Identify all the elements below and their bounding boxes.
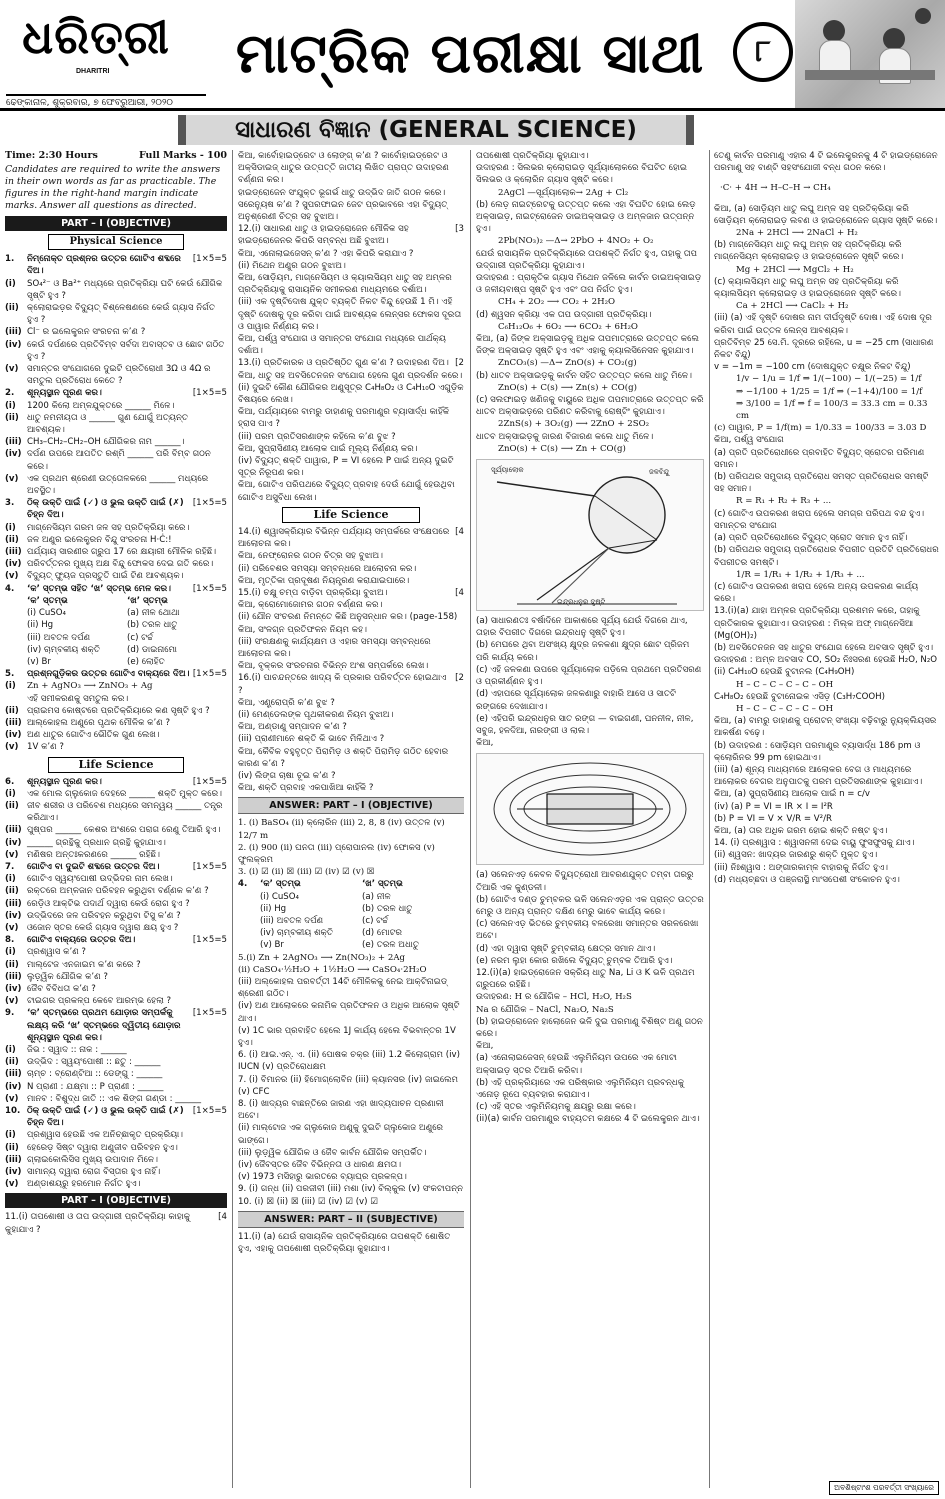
text-line: (c) ଏହି ସ୍ତର ଏଲୁମିନିୟମକୁ କ୍ଷୟରୁ ରକ୍ଷା କରେ। bbox=[476, 1102, 636, 1113]
resistance-equation: R = R₁ + R₂ + R₃ + ... bbox=[736, 496, 832, 507]
fig-label: ଜଳବିନ୍ଦୁ bbox=[649, 468, 669, 477]
text-line: (ii) ଦୁଇଟି କୌଣ ଯୌଗିକର ଅଣୁସୂତ୍ର C₄H₈O₂ ଓ C₄H₁₀O ଏଗୁଡ଼ିକ ବିଷୟରେ ଲେଖ। bbox=[238, 382, 464, 406]
chemical-equation: CH₄ + 2O₂ ⟶ CO₂ + 2H₂O bbox=[498, 297, 616, 308]
text-line: (iii) ନିଃଶ୍ୱାସ : ଅଙ୍ଗାରକାମ୍ଳ ବାହାରକୁ ନିର୍ଗତ ହୁଏ। bbox=[714, 862, 888, 873]
part-heading: PART – I (OBJECTIVE) bbox=[5, 216, 227, 231]
text-block bbox=[238, 150, 464, 223]
match-right: (d) ମୋଟର bbox=[362, 928, 403, 939]
analogy-row: (i) ଜିଭ : ସ୍ୱାଦ :: ନାକ : ______ bbox=[5, 1045, 127, 1055]
text-block bbox=[476, 150, 704, 187]
match-header: 4. ‘କ’ ସ୍ତମ୍ଭ ‘ଖ’ ସ୍ତମ୍ଭ bbox=[238, 879, 403, 890]
text-line: ତାପଶୋଷୀ ପ୍ରତିକ୍ରିୟା କୁହାଯାଏ। bbox=[476, 151, 589, 161]
question: 6. ଶୂନ୍ୟସ୍ଥାନ ପୂରଣ କର। [1×5=5 bbox=[5, 776, 227, 787]
match-row bbox=[5, 607, 227, 619]
sub-question: (iii) CH₃–CH₂–CH₂–OH ଯୌଗିକର ନାମ ______। bbox=[5, 437, 185, 448]
lens-equation: ⇒ −1/100 + 1/25 = 1/f ⇒ (−1+4)/100 = 1/f bbox=[736, 386, 923, 397]
chemical-equation: C₆H₁₂O₆ + 6O₂ ⟶ 6CO₂ + 6H₂O bbox=[498, 321, 638, 332]
text-line: କିଆ, କ୍ରୋମୋଜୋମର ଗଠନ ବର୍ଣ୍ଣନା କର। bbox=[238, 600, 383, 611]
question: 10. ଠିକ୍ ଉକ୍ତି ପାଇଁ (✓) ଓ ଭୁଲ ଉକ୍ତି ପାଇଁ (✗) ଚିହ୍ନ ଦିଅ। [1×5=5 bbox=[5, 1106, 227, 1129]
continued-note: ଅବଶିଷ୍ଟାଂଶ ପରବର୍ତ୍ତୀ ସଂଖ୍ୟାରେ bbox=[829, 1481, 939, 1495]
text-line: (a) ଏନୋଲାଇଜେସନ୍ ହେଉଛି ଏଲୁମିନିୟମ ଉପରେ ଏକ ମୋଟା ଅକ୍ସାଇଡ଼ ସ୍ତର ତିଆରି କରିବା। bbox=[476, 1053, 677, 1076]
sub-question: (iii) ଲୁଡ଼୍ୱିକ ଯୌଗିକ କ’ଣ ? bbox=[5, 971, 108, 982]
sub-question: ଏହି ସମୀକରଣକୁ ସମତୁଲ କର। bbox=[27, 693, 129, 704]
column-3 bbox=[476, 150, 704, 1470]
structural-formula: H – C – C – C – C – OH bbox=[736, 679, 834, 690]
sub-question: (i) ଗୋଟିଏ ସ୍ୱୟଂପୋଷୀ ଉଦ୍ଭିଦର ନାମ ଲେଖ। bbox=[5, 874, 173, 885]
text-block bbox=[238, 976, 464, 1208]
paragraph: (c) କ୍ୟାଲସିୟମ ଧାତୁ ଲଘୁ ଅମ୍ଳ ସହ ପ୍ରତିକ୍ରିୟା କରି କ୍ୟାଲସିୟମ କ୍ଲୋରାଇଡ଼ ଓ ହାଇଡ୍ରୋଜେନ ସୃଷ୍ଟି କରେ। bbox=[714, 276, 901, 300]
paragraph: ଧାତବ ଅକ୍ସାଇଡ଼କୁ ଜାରଣ ବିଜାରଣ କଲେ ଧାତୁ ମିଳେ। bbox=[476, 431, 654, 442]
text-line: (a) ସାଧାରଣତଃ ବର୍ଷାଦିନେ ଆକାଶରେ ସୂର୍ଯ୍ୟ ଯେଉଁ ଦିଗରେ ଥାଏ, ତାହାର ବିପରୀତ ଦିଗରେ ଇନ୍ଦ୍ରଧନୁ ସୃଷ୍ଟି ହୁଏ। bbox=[476, 616, 688, 639]
text-line: କିଆ, ବୃକ୍କର ସଂରଚନାର ବିଭିନ୍ନ ଅଂଶ ସମ୍ପର୍କରେ ଲେଖ। bbox=[238, 661, 429, 672]
question: 3. ଠିକ୍ ଉକ୍ତି ପାଇଁ (✓) ଓ ଭୁଲ ଉକ୍ତି ପାଇଁ (✗) ଚିହ୍ନ ଦିଅ। [1×5=5 bbox=[5, 498, 227, 521]
text-block bbox=[714, 508, 940, 569]
match-row bbox=[238, 939, 464, 951]
text-line: (b) P = VI = V × V/R = V²/R bbox=[714, 813, 832, 824]
text-line: (c) ଗୋଟିଏ ଉପକରଣ ଖରାପ ହେଲେ ସମଗ୍ର ପରିପଥ ବନ୍ଦ ହୁଏ। bbox=[714, 508, 925, 519]
text-line: (c) ସଲେନଏଡ଼ ଭିତରେ ଚୁମ୍ବକୀୟ ବଳରେଖା ସମାନ୍ତର ସରଳରେଖା ଅଟେ। bbox=[476, 919, 699, 942]
text-line: 9. (i) ଗନ୍ଧ (ii) ପରଜୀବୀ (iii) ମଶା (iv) ବିଲ୍‌କୁଲ (v) ସଂକଟାପନ୍ନ bbox=[238, 1184, 464, 1195]
text-line: (e) ନରମ ଲୁହା କୋର ରଖିଲେ ବିଦ୍ୟୁତ୍ ଚୁମ୍ବକ ତିଆରି ହୁଏ। bbox=[476, 955, 673, 966]
sub-question: (iv) ଅଣ ଧାତୁର ଗୋଟିଏ ଭୌତିକ ଗୁଣ ଲେଖ। bbox=[5, 730, 160, 741]
text-line: କିଆ, (a) ବାମରୁ ଡାହାଣକୁ ପ୍ରୋଟନ୍ ସଂଖ୍ୟା ବଢ଼ିବାରୁ ନ୍ୟୁକ୍ଲିୟସର ଆକର୍ଷଣ ବଢ଼େ। bbox=[714, 716, 937, 739]
sub-question: (iii) ଆଲ୍‌କୋହଲ ଅଣୁରେ ପୃଥକ ମୌଳିକ କ’ଣ ? bbox=[5, 717, 171, 728]
text-line: (c) ଗୋଟିଏ ଉପକରଣ ଖରାପ ହେଲେ ଅନ୍ୟ ଉପକରଣ କାର୍ଯ୍ୟ କରେ। bbox=[714, 581, 919, 605]
lens-equation: 1/v − 1/u = 1/f ⇒ 1/(−100) − 1/(−25) = 1/f bbox=[736, 374, 922, 385]
text-line: (d) ଏହା ଦ୍ୱାରା ସୃଷ୍ଟି ଚୁମ୍ବକୀୟ କ୍ଷେତ୍ର ସମାନ ଥାଏ। bbox=[476, 943, 656, 954]
text-line: କିଆ, ପର୍ଶ୍ୱ ସଂଯୋଗ bbox=[714, 435, 784, 446]
sub-question: (i) SO₄²⁻ ଓ Ba²⁺ ମଧ୍ୟରେ ପ୍ରତିକ୍ରିୟା ଘଟି କେଉଁ ଯୌଗିକ ସୃଷ୍ଟି ହୁଏ ? bbox=[5, 278, 223, 301]
answer-line: 2. (i) 900 (ii) ଘନତା (iii) ପ୍ରୋପାନଲ (iv) ଫୋକସ (v) ଫୁଲକ୍ରମ bbox=[238, 842, 435, 865]
paragraph: କିଆ, bbox=[476, 738, 494, 749]
logo-subtitle: DHARITRI bbox=[76, 68, 110, 75]
text-line: କିଆ, କୈବିକ ବହୁବୃତ୍ତ ପିରାମିଡ଼ ଓ ଶକ୍ତି ପିରାମିଡ଼ ଗଠିତ ହେବାର କାରଣ କ’ଣ ? bbox=[238, 746, 449, 769]
sub-question: (i) 1200 କିଲୋ ଅମ୍ଳଯୁକ୍ତରେ ______ ମିଳେ। bbox=[5, 400, 175, 411]
structural-formula: H – C – C – C – C – OH bbox=[736, 703, 834, 714]
sub-question: (ii) ଧାତୁ ନମନୀୟତା ଓ ______ ଗୁଣ ଯୋଗୁଁ ଅତ୍ୟନ୍ତ ଆବଶ୍ୟକ। bbox=[5, 412, 189, 436]
answer-line: 1. (i) BaSO₄ (ii) କ୍ଲୋରିନ (iii) 2, 8, 8 (iv) ଉତ୍ତଳ (v) 12/7 m bbox=[238, 818, 445, 841]
sub-question: (i) ପ୍ରଶ୍ୱାସ କ’ଣ ? bbox=[5, 947, 86, 958]
question: 7. ଗୋଟିଏ ବା ଦୁଇଟି ଶବ୍ଦରେ ଉତ୍ତର ଦିଅ। [1×5=5 bbox=[5, 861, 227, 872]
text-line: (v) 1973 ମସିହାରୁ ଭାରତରେ ବ୍ୟାଘ୍ର ପ୍ରକଳ୍ପ। bbox=[238, 1172, 407, 1183]
sub-question: (i) ଏକ ମୋଲ ଗ୍ଲୁକୋଜ ଦେହରେ ______ ଶକ୍ତି ମୁକ୍ତ କରେ। bbox=[5, 788, 222, 799]
match-right: (e) ଲୋହିତ bbox=[127, 656, 165, 667]
sub-question: (i) Zn + AgNO₃ ⟶ ZnNO₃ + Ag bbox=[5, 681, 153, 692]
text-line: (ii) ମେଣ୍ଡେଲଙ୍କ ପୃଥକୀକରଣ ନିୟମ ବୁଝାଅ। bbox=[238, 709, 394, 720]
text-line: କିଆ, ଏଣ୍ଟ୍ରୋପ୍ରି କ’ଣ ବୁଝ ? bbox=[238, 697, 335, 708]
text-line: କିଆ, (a) ଜିଙ୍କ ଅକ୍ସାଇଡ଼କୁ ଅଧିକ ତାପମାତ୍ରାରେ ଉତ୍ତପ୍ତ କଲେ ଜିଙ୍କ ଅକ୍ସାଇଡ଼ ସୃଷ୍ଟି ହୁଏ ଏବଂ ଏହାକୁ କ୍ୟାଲସିନେସନ କୁହାଯାଏ। bbox=[476, 334, 699, 357]
question: 5. ପ୍ରଶ୍ନଗୁଡ଼ିକର ଉତ୍ତର ଗୋଟିଏ ବାକ୍ୟରେ ଦିଅ। [1×5=5 bbox=[5, 669, 227, 680]
subsection-heading: Life Science bbox=[48, 757, 183, 773]
students-exam-photo bbox=[795, 0, 945, 108]
question: 13.(i) ପ୍ରତିକାରକ ଓ ପ୍ରତିଷ୍ଠିତ ଗୁଣ କ’ଣ ? ଉଦାହରଣ ଦିଅ। [2 bbox=[238, 358, 464, 369]
text-line: (b) ମେଘରେ ଥିବା ଅସଂଖ୍ୟ କ୍ଷୁଦ୍ର ଜଳକଣା କ୍ଷୁଦ୍ର ଛୋଟ ପ୍ରିଜମ ପରି କାର୍ଯ୍ୟ କରେ। bbox=[476, 640, 690, 663]
chemical-equation: 2AgCl —ସୂର୍ଯ୍ୟାଲୋକ→ 2Ag + Cl₂ bbox=[498, 187, 629, 198]
sub-question: (i) ପ୍ରଶ୍ୱାସ ହେଉଛି ଏକ ଅନିଚ୍ଛାକୃତ ପ୍ରକ୍ରିୟା। bbox=[5, 1130, 184, 1141]
sub-question: (ii) କ୍ଲୋରାଇଡ଼ର ବିଦ୍ୟୁତ୍ ବିଶ୍ଳେଷଣରେ କେଉଁ ଗ୍ୟାସ ନିର୍ଗତ ହୁଏ ? bbox=[5, 303, 215, 326]
match-left: (ii) Hg bbox=[27, 620, 54, 631]
match-right: (d) ଡାଇନାମୋ bbox=[127, 644, 177, 655]
match-right: (e) ତରଳ ଅଧାତୁ bbox=[362, 940, 419, 951]
sub-question: (iii) ରେଡ଼ିଓ ଆକ୍ଟିଭ ପଦାର୍ଥ ଦ୍ୱାରା କେଉଁ ରୋଗ ହୁଏ ? bbox=[5, 898, 190, 909]
question: 11.(i) ତାପଶୋଷୀ ଓ ତାପ ଉଦ୍‌ଗାରୀ ପ୍ରତିକ୍ରିୟା କାହାକୁ କୁହାଯାଏ ? [4 bbox=[5, 1212, 227, 1235]
text-line: (iv) (a) P = VI = IR × I = I²R bbox=[714, 801, 833, 812]
sub-question: (ii) ଜୀବ ଶରୀର ଓ ପରିବେଶ ମଧ୍ୟରେ ସମନ୍ୱୟ ______ ତନ୍ତ୍ର କରିଥାଏ। bbox=[5, 800, 223, 824]
chemical-equation: 2Na + 2HCl ⟶ 2NaCl + H₂ bbox=[736, 228, 858, 239]
text-line: କିଆ, ଏନୋଲାଇଜେସନ୍ କ’ଣ ? ଏହା କିପରି କରାଯାଏ ? bbox=[238, 248, 414, 259]
exam-meta bbox=[5, 150, 227, 162]
answer-heading: ANSWER: PART – I (OBJECTIVE) bbox=[238, 797, 464, 814]
answer-line: 11.(i) (a) ଯେଉଁ ରାସାୟନିକ ପ୍ରତିକ୍ରିୟାରେ ତାପଶକ୍ତି ଶୋଷିତ ହୁଏ, ଏହାକୁ ତାପଶୋଷୀ ପ୍ରତିକ୍ରିୟା କୁହାଯାଏ। bbox=[238, 1231, 451, 1255]
match-table bbox=[5, 607, 227, 668]
sub-question: (iv) ______ ଗ୍ରନ୍ଥିକୁ ପ୍ରଧାନ ଗ୍ରନ୍ଥି କୁହାଯାଏ। bbox=[5, 837, 166, 848]
text-line: ଉଦାହରଣ : ଅମ୍ଳ ଅବସାଦ CO, SO₂ ନିଃସରଣ ହେଉଛି H₂O, N₂O bbox=[714, 655, 938, 666]
power-equation: (c) ପାୱାର, P = 1/f(m) = 1/0.33 = 100/33 = 3.03 D bbox=[714, 423, 927, 434]
match-row bbox=[5, 644, 227, 656]
question: 15.(i) ଚକ୍ଷୁ ଚମ୍‌ପ ବାଡ଼ିବା ପ୍ରକ୍ରିୟା ବୁଝାଅ। [4 bbox=[238, 587, 464, 598]
text-line: (d) ମଧ୍ୟଚ୍ଛଦା ଓ ପଞ୍ଜରାସ୍ଥି ମାଂସପେଶୀ ସଂକୋଚନ ହୁଏ। bbox=[714, 874, 900, 885]
text-line: (ii) ମାଲ୍ଟୋଜ ଏକ ଗ୍ଲୁକୋଜ ଅଣୁକୁ ଦୁଇଟି ଗ୍ଲୁକୋଜ ଅଣୁରେ ଭାଙ୍ଗେ। bbox=[238, 1123, 444, 1146]
example-line: Na ର ଯୌଗିକ – NaCl, Na₂O, Na₂S bbox=[476, 1004, 614, 1015]
answer-equation: (ii) CaSO₄·½H₂O + 1½H₂O ⟶ CaSO₄·2H₂O bbox=[238, 964, 427, 975]
sub-question: (iv) ଦର୍ପଣ ଉପରେ ଆପତିତ ରଶ୍ମି ______ ପରି ବିମ୍ବ ଗଠନ କରେ। bbox=[5, 449, 211, 472]
text-block bbox=[476, 333, 704, 357]
text-line: କିଆ, ଅଣ୍ଡାଣୁ ସମ୍ପାଦନ କ’ଣ ? bbox=[238, 722, 347, 733]
paragraph: 12.(i)(a) ହାଇଡ୍ରୋଜେନ ସକ୍ରିୟ ଧାତୁ Na, Li ଓ K ଭଳି ପ୍ରଥମ ଗ୍ରୁପରେ ରହିଛି। bbox=[476, 967, 695, 991]
match-left: (i) CuSO₄ bbox=[27, 608, 66, 619]
masthead-rule bbox=[0, 108, 945, 111]
match-row bbox=[5, 632, 227, 644]
text-line: (iii) ଲୁଡ଼୍ୱିକ ଯୌଗିକ ଓ ଜୈବ କାର୍ବନ ଯୌଗିକ ସମ୍ପର୍କିତ। bbox=[238, 1147, 427, 1158]
sub-question: (iv) ଉଦ୍ଭିଦରେ ଜଳ ପରିବହନ କରୁଥିବା ଟିସୁ କ’ଣ ? bbox=[5, 910, 181, 921]
text-line: (d) ଏହାପରେ ସୂର୍ଯ୍ୟାଲୋକ ଜଳକଣାରୁ ବାହାରି ଆସେ ଓ ସାତଟି ରଙ୍ଗରେ ଦେଖାଯାଏ। bbox=[476, 689, 676, 712]
text-block bbox=[714, 581, 940, 679]
text-line: (iv) ବିଦ୍ୟୁତ୍ ଶକ୍ତି ପାୱାର, P = VI ହେଲେ P ପାଇଁ ଅନ୍ୟ ଦୁଇଟି ସୂତ୍ର ନିରୂପଣ କର। bbox=[238, 456, 454, 479]
text-block bbox=[238, 599, 464, 672]
text-line: କିଆ, ମୃତ୍ତିକା ପ୍ରଦୂଷଣ ନିୟନ୍ତ୍ରଣ କରାଯାଇପାରେ। bbox=[238, 575, 410, 586]
sub-question: (ii) ଜଳ ଅଣୁର ଇଲେକ୍ଟ୍ରନ ବିନ୍ଦୁ ସଂରଚନା H·Ċ:! bbox=[5, 534, 172, 545]
methane-structure: ·C· + 4H → H–C–H → CH₄ bbox=[720, 183, 831, 194]
issue-number-badge: ୮ bbox=[733, 22, 793, 82]
column-4 bbox=[714, 150, 940, 1470]
column-divider bbox=[232, 150, 233, 1488]
text-line: 10. (i) ☒ (ii) ☒ (iii) ☑ (iv) ☑ (v) ☑ bbox=[238, 1196, 378, 1207]
text-line: ସରେନ୍ୟୁଷ କ’ଣ ? ସୁପରଫାଇନ ଜେଟ ପ୍ରଭାବରେ ଏହା ବିଦ୍ୟୁତ୍ ଅନୁଶ୍ରେଣୀ ଚିତ୍ର ସହ ବୁଝାଅ। bbox=[238, 199, 448, 223]
text-line: (iii) ଅଲ୍‌କୋହଲ ପରବର୍ତ୍ତୀ 14ଟି ମୌଳିକକୁ ନେଇ ଆକ୍ଟିନାଇଡ୍ ଶ୍ରେଣୀ ଗଠିତ। bbox=[238, 977, 448, 1000]
text-line: v = −1m = −100 cm (ଦୋଷଯୁକ୍ତ ଚକ୍ଷୁର ନିକଟ ବିନ୍ଦୁ) bbox=[714, 362, 911, 373]
sub-question: (v) ଟାଇଗର ପ୍ରକଳ୍ପ କେବେ ଆରମ୍ଭ ହେଲା ? bbox=[5, 996, 172, 1007]
violet-ray bbox=[537, 548, 609, 600]
match-right: (c) ଟର୍ଚ୍ଚ bbox=[127, 632, 154, 643]
text-line: କିଆ, bbox=[476, 1041, 494, 1052]
analogy-row: (v) ମାନବ : ବିଶୁଦ୍ଧ ଜାତି :: ଏକ ଶିଙ୍ଗ ଗଣ୍ଡା : ______ bbox=[5, 1093, 202, 1104]
text-line: (e) ଏହିପରି ଇନ୍ଦ୍ରଧନୁର ସାତ ରଙ୍ଗ — ବାଇଗଣୀ, ଘନନୀଳ, ନୀଳ, ସବୁଜ, ହଳଦିଆ, ନାରଙ୍ଗୀ ଓ ଲାଲ। bbox=[476, 713, 694, 736]
match-right: (a) ନୀଳ bbox=[362, 891, 391, 902]
subsection-heading: Life Science bbox=[282, 507, 420, 523]
text-line: କିଆ, ସୁପ୍ରାସିଣୀୟ ଆଲୋକ ପାଇଁ ମୂଲ୍ୟ ନିର୍ଣ୍ଣୟ କର। bbox=[238, 443, 418, 454]
chemical-equation: 2Pb(NO₃)₂ —Δ→ 2PbO + 4NO₂ + O₂ bbox=[498, 236, 654, 247]
fig-label: ଇନ୍ଦ୍ରଧନୁର ଦୃଷ୍ଟି bbox=[557, 598, 606, 607]
text-line: ହାଇଡ୍ରୋଜେନ ସଂଯୁକ୍ତ ଭୂଗର୍ଭ ଧାତୁ ଉଦ୍ଭିଦ ଜାତି ଗଠନ କରେ। bbox=[238, 187, 446, 198]
text-line: (ii) ପରିବେଶର ସମସ୍ୟା ସମ୍ବନ୍ଧରେ ଆଲୋଚନା କର। bbox=[238, 563, 417, 574]
sub-question: (v) ଓଜୋନ ସ୍ତର କେଉଁ ଗ୍ୟାସ ଦ୍ୱାରା କ୍ଷୟ ହୁଏ ? bbox=[5, 922, 179, 933]
text-line: (b) ଗୋଟିଏ ଦଣ୍ଡ ଚୁମ୍ବକର ଭଳି ସଲେନଏଡ଼ର ଏକ ପ୍ରାନ୍ତ ଉତ୍ତର ମେରୁ ଓ ଅନ୍ୟ ପ୍ରାନ୍ତ ଦକ୍ଷିଣ ମେରୁ ଭାବେ କାର୍ଯ୍ୟ କରେ। bbox=[476, 894, 704, 917]
text-line: (b) ପରିପଥର ସମୁଦାୟ ପ୍ରତିରୋଧ ସମସ୍ତ ପ୍ରତିରୋଧର ସମଷ୍ଟି ସହ ସମାନ। bbox=[714, 472, 929, 495]
match-right: (a) ନୀଳ ଥୋଥା bbox=[127, 608, 180, 619]
text-line: (b) ପରିପଥର ସମୁଦାୟ ପ୍ରତିରୋଧର ବିପରୀତ ପ୍ରତିଟି ପ୍ରତିରୋଧର ବିପରୀତର ସମଷ୍ଟି। bbox=[714, 545, 939, 568]
text-line: (c) ଏହି ଜଳକଣା ଉପରେ ସୂର୍ଯ୍ୟାଲୋକ ପଡ଼ିଲେ ପ୍ରଥମେ ପ୍ରତିସରଣ ଓ ପ୍ରକୀର୍ଣ୍ଣନ ହୁଏ। bbox=[476, 664, 702, 688]
text-line: (b) ଅବସିତେନଜନ ସହ ଧାତୁର ସଂଯୋଗ ହେଲେ ଅବସାଦ ସୃଷ୍ଟି ହୁଏ। bbox=[714, 642, 934, 653]
logo-wordmark: ଧରିତ୍ରୀ bbox=[22, 10, 170, 64]
match-row bbox=[238, 915, 464, 927]
match-right: (c) ଟର୍ଚ୍ଚ bbox=[362, 915, 389, 926]
text-line: ଉଦାହରଣ : ପ୍ରାକୃତିକ ଗ୍ୟାସ ମିଥେନ ଜଳିଲେ କାର୍ବନ ଡାଇଅକ୍ସାଇଡ଼ ଓ ଜଳୀୟବାଷ୍ପ ସୃଷ୍ଟି ହୁଏ ଏବଂ ତାପ ନିର୍ଗତ ହୁଏ। bbox=[476, 273, 702, 296]
example-line: ଉଦାହରଣ: H ର ଯୌଗିକ – HCl, H₂O, H₂S bbox=[476, 992, 632, 1003]
text-line: କିଆ, ଗୋଟିଏ ପରିପଥରେ ବିଦ୍ୟୁତ୍ ପ୍ରବାହ ଦେଉଁ ଯୋଗୁଁ ହେଉଥିବା ଗୋଟିଏ ଅସୁବିଧା ଲେଖ। bbox=[238, 480, 455, 503]
analogy-row: (iii) ଚାମ୍‌ଚ : ବ୍ରୋଣ୍ଟିଆ :: ଡେଙ୍ଗୁ : ______ bbox=[5, 1069, 163, 1080]
match-left: (iv) ଚାମ୍ବକୀୟ ଶକ୍ତି bbox=[260, 928, 333, 939]
text-line: (ii)(a) କାର୍ବନ ପରମାଣୁର ବାହ୍ୟତମ କକ୍ଷରେ 4 ଟି ଇଲେକ୍ଟ୍ରନ ଥାଏ। bbox=[476, 1114, 700, 1125]
match-left: (i) CuSO₄ bbox=[260, 891, 299, 902]
text-line: ଯେଉଁ ରାସାୟନିକ ପ୍ରତିକ୍ରିୟାରେ ତାପଶକ୍ତି ନିର୍ଗତ ହୁଏ, ତାହାକୁ ତାପ ଉଦ୍‌ଗାରୀ ପ୍ରତିକ୍ରିୟା କୁହାଯାଏ। bbox=[476, 248, 698, 271]
match-right: (b) ତରଳ ଧାତୁ bbox=[127, 620, 178, 631]
question: 14.(i) ଶ୍ୱାସକ୍ରିୟାର ବିଭିନ୍ନ ପର୍ଯ୍ୟାୟ ସମ୍ପର୍କରେ ସଂକ୍ଷେପରେ ଆଲୋଚନା କର। [4 bbox=[238, 526, 464, 550]
sub-question: (iv) କେଉଁ ଦର୍ପଣରେ ପ୍ରତିବିମ୍ବ ସର୍ବଦା ଅବାସ୍ତବ ଓ ଛୋଟ ଗଠିତ ହୁଏ ? bbox=[5, 339, 225, 362]
column-1 bbox=[5, 150, 227, 1470]
text-block bbox=[238, 248, 464, 358]
text-block bbox=[476, 869, 704, 967]
question: 9. ‘କ’ ସ୍ତମ୍ଭରେ ପ୍ରଥମ ଯୋଡ଼ାର ସମ୍ପର୍କକୁ ଲକ୍ଷ୍ୟ କରି ‘ଖ’ ସ୍ତମ୍ଭରେ ଦ୍ୱିତୀୟ ଯୋଡ଼ାର ଶୂନ୍ୟସ୍ଥାନ ପୂରଣ କର। [1×5=5 bbox=[5, 1008, 227, 1043]
text-line: (a) ପ୍ରତି ପ୍ରତିରୋଧୀରେ ପ୍ରବାହିତ ବିଦ୍ୟୁତ୍ ସ୍ରୋତର ପରିମାଣ ସମାନ। bbox=[714, 447, 925, 470]
text-block bbox=[238, 370, 464, 504]
text-line: 6. (i) ଆଇ.ଏନ୍. ଏ. (ii) ପୋଷକ ଚକ୍ର (iii) 1.2 କିଲୋଗ୍ରାମ (iv) IUCN (v) ପ୍ରତିରୋଧକ୍ଷମ bbox=[238, 1050, 460, 1073]
question: 12.(i) ସାଧାରଣ ଧାତୁ ଓ ହାଇଡ୍ରୋଜେନ ମୌଳିକ ସହ ହାଇଡ୍ରୋଜେନର କିପରି ସମ୍ବନ୍ଧ ଅଛି ବୁଝାଅ। [3 bbox=[238, 224, 464, 247]
column-divider bbox=[470, 150, 471, 1488]
text-line: (iv) ଜୈବସ୍ତର ଜୈବ ବିଭିନ୍ନତା ଓ ଧାରଣ କ୍ଷମତା। bbox=[238, 1160, 402, 1171]
text-line: (iii) ପରମ ପ୍ରତିସରଣାଙ୍କ କହିଲେ କ’ଣ ବୁଝ ? bbox=[238, 431, 396, 442]
sub-question: (iv) ପରିବର୍ତ୍ତନର ମୁଖ୍ୟ ଅକ୍ଷ ବିନ୍ଦୁ ଫୋକସ ଦେଇ ଗତି କରେ। bbox=[5, 559, 214, 570]
sub-question: (i) ମାଗ୍ନେସିୟମ ଗରମ ଜଳ ସହ ପ୍ରତିକ୍ରିୟା କରେ। bbox=[5, 522, 190, 533]
dateline: ଢେଙ୍କାନାଳ, ଶୁକ୍ରବାର, ୭ ଫେବ୍ରୁଆରୀ, ୨୦୨୦ bbox=[6, 94, 206, 108]
text-line: କିଆ, ନେଫ୍ରୋନର ଗଠନ ଚିତ୍ର ସହ ବୁଝାଅ। bbox=[238, 551, 384, 562]
chemical-equation: Mg + 2HCl ⟶ MgCl₂ + H₂ bbox=[736, 264, 854, 275]
match-left: (iv) ଚାମ୍ବକୀୟ ଶକ୍ତି bbox=[27, 644, 100, 655]
text-line: (iii) ପ୍ରାଣୀମାନେ ଶକ୍ତି କି ଭାବେ ମିଳିଥାଏ ? bbox=[238, 734, 385, 745]
fig-label: ସୂର୍ଯ୍ୟାଲୋକ bbox=[491, 466, 524, 475]
exam-instructions: Candidates are required to write the answers in their own words as far as practicable. The figures in the right-hand margin indicate marks. Answer all questions as directed. bbox=[5, 164, 221, 212]
match-left: (iii) ଅବତଳ ଦର୍ପଣ bbox=[27, 632, 91, 643]
sub-question: (iii) ପର୍ଯ୍ୟାୟ ସାରଣୀର ଗ୍ରୁପ 17 ରେ କ୍ଷୟାରୀ ମୌଳିକ ରହିଛି। bbox=[5, 547, 217, 558]
text-line: କିଆ, (a) ତାର ଅଧିକ ଗରମ ହୋଇ ଶକ୍ତି ନଷ୍ଟ ହୁଏ। bbox=[714, 825, 888, 836]
text-block bbox=[476, 1016, 704, 1126]
analogy-list bbox=[5, 1044, 227, 1105]
paragraph: (b) ଲେଡ଼ ନାଇଟ୍ରେଟକୁ ଉତ୍ତପ୍ତ କଲେ ଏହା ବିଘଟିତ ହୋଇ ଲେଡ଼ ଅକ୍ସାଇଡ଼, ନାଇଟ୍ରୋଜେନ ଡାଇଅକ୍ସାଇଡ଼ ଓ ଅମ୍ଳଜାନ ଉତ୍ପନ୍ନ ହୁଏ। bbox=[476, 199, 696, 235]
paragraph: କିଆ, (a) ସୋଡ଼ିୟମ ଧାତୁ ଲଘୁ ଅମ୍ଳ ସହ ପ୍ରତିକ୍ରିୟା କରି ସୋଡ଼ିୟମ କ୍ଲୋରାଇଡ଼ ଲବଣ ଓ ହାଇଡ୍ରୋଜେନ ଗ୍ୟାସ ସୃଷ୍ଟି କରେ। bbox=[714, 203, 938, 226]
text-line: କିଆ, ସଂଳଗ୍ନ ପ୍ରତିଫଳନ ନିୟମ କହ। bbox=[238, 624, 367, 635]
text-block bbox=[714, 312, 940, 373]
water-drop bbox=[589, 477, 665, 553]
text-line: (a) ସଲେନଏଡ଼ କେବଳ ବିଦ୍ୟୁତ୍‌ରୋଧୀ ଆବରଣଯୁକ୍ତ ତମ୍ବା ତାରରୁ ତିଆରି ଏକ କୁଣ୍ଡଳୀ। bbox=[476, 870, 694, 893]
sub-question: (v) 1V କ’ଣ ? bbox=[5, 742, 64, 753]
lens-equation: ⇒ 3/100 = 1/f ⇒ f = 100/3 = 33.3 cm = 0.33 cm bbox=[736, 398, 928, 422]
answer-equation: 5.(i) Zn + 2AgNO₃ ⟶ Zn(NO₃)₂ + 2Ag bbox=[238, 952, 406, 963]
paragraph: (d) ଶ୍ୱସନ କ୍ରିୟା ଏକ ତାପ ଉଦ୍‌ଗାରୀ ପ୍ରତିକ୍ରିୟା। bbox=[476, 309, 652, 320]
match-header: ‘କ’ ସ୍ତମ୍ଭ ‘ଖ’ ସ୍ତମ୍ଭ bbox=[27, 595, 168, 606]
chemical-equation: Ca + 2HCl ⟶ CaCl₂ + H₂ bbox=[736, 301, 849, 312]
text-block bbox=[714, 434, 940, 495]
match-row bbox=[238, 891, 464, 903]
text-line: 8. (i) ଖାଦ୍ୟର ବାଛନ୍ତିରେ ଜାରଣ ଏହା ଖାଦ୍ୟପାଚନ ପ୍ରଣାଳୀ ଅଟେ। bbox=[238, 1099, 444, 1122]
newspaper-logo bbox=[6, 6, 186, 76]
sub-question: (iv) ସାମାନ୍ୟ ଦ୍ୱାରା ରୋଗ ବିସ୍ତାର ହୁଏ ନାହିଁ। bbox=[5, 1167, 161, 1178]
match-left: (ii) Hg bbox=[260, 903, 287, 914]
text-block bbox=[714, 150, 940, 174]
subject-banner: ସାଧାରଣ ବିଜ୍ଞାନ (GENERAL SCIENCE) bbox=[178, 115, 694, 145]
resistance-equation: 1/R = 1/R₁ + 1/R₂ + 1/R₃ + ... bbox=[736, 569, 865, 580]
match-left: (v) Br bbox=[27, 656, 51, 667]
paragraph: C₄H₈O₂ ହେଉଛି ବୁଟାନୋଇକ ଏସିଡ଼ (C₃H₇COOH) bbox=[714, 691, 885, 702]
sub-question: (v) ବିଦ୍ୟୁତ୍ ଫ୍ୟୁଜ ପ୍ରସ୍ତୁତି ପାଇଁ ଟିଣ ଆବଶ୍ୟକ। bbox=[5, 571, 184, 582]
text-line: 7. (i) ବିମାନର (ii) ହିମୋଗ୍ଲୋବିନ (iii) କ୍ୟାନସର (iv) ଜାଇଲେମ (v) CFC bbox=[238, 1074, 459, 1097]
sub-question: (ii) ରକ୍ତରେ ଅମ୍ଳଜାନ ପରିବହନ କରୁଥିବା ବର୍ଣ୍ଣକ କ’ଣ ? bbox=[5, 886, 209, 897]
column-2 bbox=[238, 150, 464, 1470]
text-line: (iv) ଅଣ ଆଲୋକରେ କନାମିକ ପ୍ରତିଫଳନ ଓ ଅଧିକ ଆଲୋକ ସୃଷ୍ଟି ଥାଏ। bbox=[238, 1001, 460, 1024]
paragraph: (b) ଧାତବ ଅକ୍ସାଇଡ଼କୁ କାର୍ବନ ସହିତ ଉତ୍ତପ୍ତ କଲେ ଧାତୁ ମିଳେ। bbox=[476, 370, 692, 381]
text-line: ପ୍ରତିବିମ୍ବ 25 ସେ.ମି. ଦୂରରେ ରହିଲେ, u = −25 cm (ସାଧାରଣ ନିକଟ ବିନ୍ଦୁ) bbox=[714, 337, 934, 361]
match-left: (v) Br bbox=[260, 940, 284, 951]
rainbow-figure bbox=[477, 460, 703, 610]
text-block bbox=[714, 715, 940, 886]
exam-full-marks: Full Marks - 100 bbox=[138, 150, 227, 161]
sub-question: (v) ସମାନ୍ତର ସଂଯୋଗରେ ଦୁଇଟି ପ୍ରତିରୋଧୀ 3Ω ଓ 4Ω ର ସମତୁଲ ପ୍ରତିରୋଧ କେତେ ? bbox=[5, 364, 211, 387]
exam-time: Time: 2:30 Hours bbox=[5, 150, 98, 161]
question: 4. ‘କ’ ସ୍ତମ୍ଭ ସହିତ ‘ଖ’ ସ୍ତମ୍ଭ ମେଳ କର। [1×5=5 bbox=[5, 583, 227, 594]
match-row bbox=[5, 619, 227, 631]
match-answer-table bbox=[238, 891, 464, 952]
text-line: କିଆ, ସୋଡ଼ିୟମ, ମାଗ୍ନେସିୟମ ଓ କ୍ୟାଲସିୟମ ଧାତୁ ସହ ଅମ୍ଳର ପ୍ରତିକ୍ରିୟାକୁ ରାସାୟନିକ ସମୀକରଣ ମାଧ୍ୟମରେ ଦର୍ଶାଅ। bbox=[238, 273, 452, 296]
text-block bbox=[238, 550, 464, 587]
match-row bbox=[238, 927, 464, 939]
sub-question: (iii) ପୁଷ୍ପର ______ କେଶର ଅଂଶରେ ପରାଗ ରେଣୁ ତିଆରି ହୁଏ। bbox=[5, 825, 221, 836]
sub-question: (ii) ମାଲ୍ଟେଜ ଏନଜାଇମ କ’ଣ କରେ ? bbox=[5, 959, 141, 970]
sub-question: (v) ଏକ ପ୍ରଥମ ଶ୍ରେଣୀ ଉତ୍ତୋଳକରେ ______ ମଧ୍ୟରେ ଅବସ୍ଥିତ। bbox=[5, 473, 209, 497]
question: 8. ଗୋଟିଏ ବାକ୍ୟରେ ଉତ୍ତର ଦିଅ। [1×5=5 bbox=[5, 935, 227, 946]
column-divider bbox=[709, 150, 710, 1488]
text-line: କିଆ, ପର୍ଯ୍ୟାୟରେ ବାମରୁ ଡାହାଣକୁ ପରମାଣୁର ବ୍ୟାସାର୍ଦ୍ଧ କାହିଁକି ହ୍ରାସ ପାଏ ? bbox=[238, 407, 450, 430]
chemical-equation: ZnO(s) + C(s) ⟶ Zn + CO(g) bbox=[498, 443, 626, 454]
question: 1. ନିମ୍ନୋକ୍ତ ପ୍ରଶ୍ନର ଉତ୍ତର ଗୋଟିଏ ଶବ୍ଦରେ ଦିଅ। [1×5=5 bbox=[5, 254, 227, 277]
analogy-row: (ii) ଉଦ୍ଭିଦ : ସ୍ୱୟଂପୋଷୀ :: ଛତୁ : ______ bbox=[5, 1057, 161, 1068]
text-line: କିଆ, ପର୍ଶ୍ୱ ସଂଯୋଗ ଓ ସମାନ୍ତର ସଂଯୋଗ ମଧ୍ୟରେ ପାର୍ଥକ୍ୟ ଦର୍ଶାଅ। bbox=[238, 334, 446, 357]
masthead bbox=[0, 0, 945, 112]
text-line: (iv) ଲିଙ୍ଗ ଚାଷା ଚୂଇ କ’ଣ ? bbox=[238, 770, 336, 781]
match-row bbox=[5, 656, 227, 668]
text-line: (b) ହାଇଡ୍ରୋଜେନ ହାଲୋଜେନ ଭଳି ଦୁଇ ପରମାଣୁ ବିଶିଷ୍ଟ ଅଣୁ ଗଠନ କରେ। bbox=[476, 1016, 703, 1039]
part-heading: PART – I (OBJECTIVE) bbox=[5, 1193, 227, 1208]
page-title: ମାଟ୍ରିକ ପରୀକ୍ଷା ସାଥୀ bbox=[235, 22, 705, 85]
analogy-row: (iv) N ପ୍ରାଣୀ : ଯକ୍ଷ୍ମା :: P ପ୍ରାଣୀ : ______ bbox=[5, 1081, 164, 1092]
sunlight-ray bbox=[497, 482, 595, 496]
match-left: (iii) ଅବତଳ ଦର୍ପଣ bbox=[260, 915, 324, 926]
sub-question: (iv) ଜୈବ ବିବିଧତା କ’ଣ ? bbox=[5, 983, 96, 994]
question: 2. ଶୂନ୍ୟସ୍ଥାନ ପୂରଣ କର। [1×5=5 bbox=[5, 388, 227, 399]
text-line: (b) ଉଦାହରଣ : ସୋଡ଼ିୟମ ପରମାଣୁର ବ୍ୟାସାର୍ଦ୍ଧ 186 pm ଓ କ୍ଲୋରିନର 99 pm ହୋଇଥାଏ। bbox=[714, 740, 921, 763]
red-ray bbox=[552, 548, 609, 603]
subsection-heading: Physical Science bbox=[48, 234, 183, 250]
text-line: କିଆ, (a) ସୁପ୍ରାସିଣୀୟ ଆଲୋକ ପାଇଁ n = c/v bbox=[714, 789, 870, 800]
text-line: (iii) ସଂରକ୍ଷଣକୁ କାର୍ଯ୍ୟକ୍ଷମ ଓ ଏହାର ସମସ୍ୟା ସମ୍ବନ୍ଧରେ ଆଲୋଚନା କର। bbox=[238, 636, 431, 659]
text-block bbox=[476, 248, 704, 297]
text-line: 13.(i)(a) ଯାହା ଅମ୍ଳର ପ୍ରତିକ୍ରିୟା ପ୍ରଶମନ କରେ, ତାହାକୁ ପ୍ରତିକାରକ କୁହାଯାଏ। ଉଦାହରଣ : ମିଲ୍କ ଅଫ୍ ମାଗ୍ନେସିଆ (Mg(OH)₂) bbox=[714, 606, 920, 641]
text-line: (ii) C₄H₁₀O ହେଉଛି ବୁଟାନଲ (C₄H₉OH) bbox=[714, 667, 855, 678]
sub-question: (ii) ହେରେଡ଼ ସିଷ୍ଟ ଦ୍ୱାରା ଅଣୁଜୀବ ପରିବହନ ହୁଏ। bbox=[5, 1142, 178, 1153]
sub-question: (iii) ଗ୍ଲାଇକୋଲିସିସ ମୁଖ୍ୟ ଉପାଦାନ ମିଳେ। bbox=[5, 1154, 158, 1165]
text-line: (b) ଏହି ପ୍ରକ୍ରିୟାରେ ଏକ ପରିଷ୍କାର ଏଲୁମିନିୟମ ପ୍ରବନ୍ଧକୁ ଏନୋଡ଼ ରୂପେ ବ୍ୟବହାର କରାଯାଏ। bbox=[476, 1077, 685, 1100]
text-line: (iii) (a) ଏହି ଦୃଷ୍ଟି ଦୋଷର ନାମ ଦୀର୍ଘଦୃଷ୍ଟି ଦୋଷ। ଏହି ଦୋଷ ଦୂର କରିବା ପାଇଁ ଉତ୍ତଳ ଲେନ୍ସ ଆବଶ୍ୟକ। bbox=[714, 313, 932, 336]
text-line: (iii) ଏକ ଦୃଷ୍ଟିଦୋଷ ଯୁକ୍ତ ବ୍ୟକ୍ତି ନିକଟ ବିନ୍ଦୁ ହେଉଛି 1 ମି। ଏହି ଦୃଷ୍ଟି ଦୋଷକୁ ଦୂର କରିବା ପାଇଁ ଆବଶ୍ୟକ ଲେନ୍ସର ଫୋକସ ଦୂରତା ଓ ପାୱାର ନିର୍ଣ୍ଣୟ କର। bbox=[238, 297, 462, 332]
text-line: କିଆ, କାର୍ବୋହାଇଡ୍ରେଟ ଓ ଲୋଙ୍ଗ୍ କ’ଣ ? କାର୍ବୋହାଇଡ୍ରେଟ ଓ ଅକ୍ସିଡାଇଜ୍ ଧାତୁର ଉତ୍ପତ୍ତି ଜାତୀୟ ଲିଖିତ ପ୍ରାପ୍ତ ଉଦାହରଣ ବର୍ଣ୍ଣନା କର। bbox=[238, 151, 449, 186]
match-row bbox=[238, 903, 464, 915]
sub-question: (ii) ପ୍ରାଇମସ କୋଷ୍ଟରେ ପ୍ରତିକ୍ରିୟାରେ କଣ ସୃଷ୍ଟି ହୁଏ ? bbox=[5, 705, 210, 716]
sub-question: (v) ଅଣ୍ଡାଶୟରୁ ହରମୋନ ନିର୍ଗତ ହୁଏ। bbox=[5, 1179, 141, 1190]
text-line: (v) 1C ଭାର ପ୍ରବାହିତ ହେଲେ 1J କାର୍ଯ୍ୟ ହେଲେ ବିଭବାନ୍ତର 1V ହୁଏ। bbox=[238, 1025, 456, 1049]
text-line: କିଆ, ଧାତୁ ସହ ଅବସିତେନଜନ ସଂଯୋଗ ହେଲେ ଗୁଣ ପ୍ରଦର୍ଶନ କରେ। bbox=[238, 370, 463, 381]
text-block bbox=[238, 697, 464, 795]
chemical-equation: ZnO(s) + C(s) ⟶ Zn(s) + CO(g) bbox=[498, 382, 637, 393]
chemical-equation: 2ZnS(s) + 3O₂(g) ⟶ 2ZnO + 2SO₂ bbox=[498, 419, 650, 430]
answer-heading: ANSWER: PART – II (SUBJECTIVE) bbox=[238, 1211, 464, 1228]
match-right: (b) ତରଳ ଧାତୁ bbox=[362, 903, 413, 914]
text-line: (ii) ଯୌନ ସଂଚରଣ ନିମନ୍ତେ କିଛି ଅନୁସନ୍ଧାନ କର। (page-158) bbox=[238, 612, 458, 623]
text-line: (ii) ମିଥେନ ଅଣୁର ଗଠନ ବୁଝାଅ। bbox=[238, 260, 346, 271]
paragraph: (c) ସଲଫାଇଡ଼ ଖଣିଜକୁ ବାୟୁରେ ଅଧିକ ତାପମାତ୍ରାରେ ଉତ୍ତପ୍ତ କରି ଧାତବ ଅକ୍ସାଇଡ଼ରେ ପରିଣତ କରିବାକୁ ରୋଷ୍ଟିଂ କୁହାଯାଏ। bbox=[476, 395, 704, 418]
text-line: 14. (i) ପ୍ରଶ୍ୱାସ : ଶ୍ୱାସନଳୀ ଦେଇ ବାୟୁ ଫୁସଫୁସକୁ ଯାଏ। bbox=[714, 838, 915, 849]
paragraph: (b) ମାଗ୍ନେସିୟମ ଧାତୁ ଲଘୁ ଅମ୍ଳ ସହ ପ୍ରତିକ୍ରିୟା କରି ମାଗ୍ନେସିୟମ କ୍ଲୋରାଇଡ଼ ଓ ହାଇଡ୍ରୋଜେନ ସୃଷ୍ଟି କରେ। bbox=[714, 240, 904, 263]
text-line: (ii) ଶ୍ୱସନ: ଖାଦ୍ୟର ଜାରଣରୁ ଶକ୍ତି ମୁକ୍ତ ହୁଏ। bbox=[714, 850, 878, 861]
text-block bbox=[476, 615, 704, 737]
solenoid-diagram bbox=[476, 753, 704, 865]
text-line: କିଆ, ଶକ୍ତି ପ୍ରବାହ ଏକପାଖିଆ କାହିଁକି ? bbox=[238, 783, 374, 794]
text-line: ତେଣୁ କାର୍ବନ ପରମାଣୁ ଏହାର 4 ଟି ଇଲେକ୍ଟ୍ରନକୁ 4 ଟି ହାଇଡ୍ରୋଜେନ ପରମାଣୁ ସହ ବାଣ୍ଟି ସହସଂଯୋଜୀ ବନ୍ଧ ଗଠନ କରେ। bbox=[714, 151, 938, 174]
rainbow-diagram bbox=[476, 459, 704, 611]
sub-question: (v) ମଣିଷର ଅନ୍ତଃକରଣରେ ______ ରହିଛି। bbox=[5, 849, 160, 860]
text-line: ସମାନ୍ତର ସଂଯୋଗ bbox=[714, 520, 777, 531]
question: 16.(i) ପାଚନ୍ଦନ୍ତରେ ଖାଦ୍ୟ କି ପ୍ରକାର ପରିବର୍ତ୍ତନ ହୋଇଥାଏ ? [2 bbox=[238, 673, 464, 696]
solenoid-figure bbox=[477, 754, 703, 864]
text-line: (iii) (a) ଶୂନ୍ୟ ମାଧ୍ୟମରେ ଆଲୋକର ବେଗ ଓ ମାଧ୍ୟମରେ ଆଲୋକର ବେଗର ଅନୁପାତକୁ ପରମ ପ୍ରତିସରଣାଙ୍କ କୁହାଯାଏ। bbox=[714, 764, 923, 788]
chemical-equation: ZnCO₃(s) —Δ→ ZnO(s) + CO₂(g) bbox=[498, 358, 637, 369]
text-line: ଉଦାହରଣ : ସିଲଭର କ୍ଲୋରାଇଡ଼ ସୂର୍ଯ୍ୟାଲୋକରେ ବିଘଟିତ ହୋଇ ସିଲଭର ଓ କ୍ଲୋରିନ ଗ୍ୟାସ ସୃଷ୍ଟି କରେ। bbox=[476, 163, 688, 186]
answer-line: 3. (i) ☑ (ii) ☒ (iii) ☑ (iv) ☑ (v) ☒ bbox=[238, 867, 375, 878]
sub-question: (iii) Cl⁻ ର ଇଲେକ୍ଟ୍ରନ ସଂରଚନା କ’ଣ ? bbox=[5, 327, 146, 338]
text-line: (a) ପ୍ରତି ପ୍ରତିରୋଧୀରେ ବିଦ୍ୟୁତ୍ ସ୍ରୋତ ସମାନ ହୁଏ ନାହିଁ। bbox=[714, 533, 908, 544]
